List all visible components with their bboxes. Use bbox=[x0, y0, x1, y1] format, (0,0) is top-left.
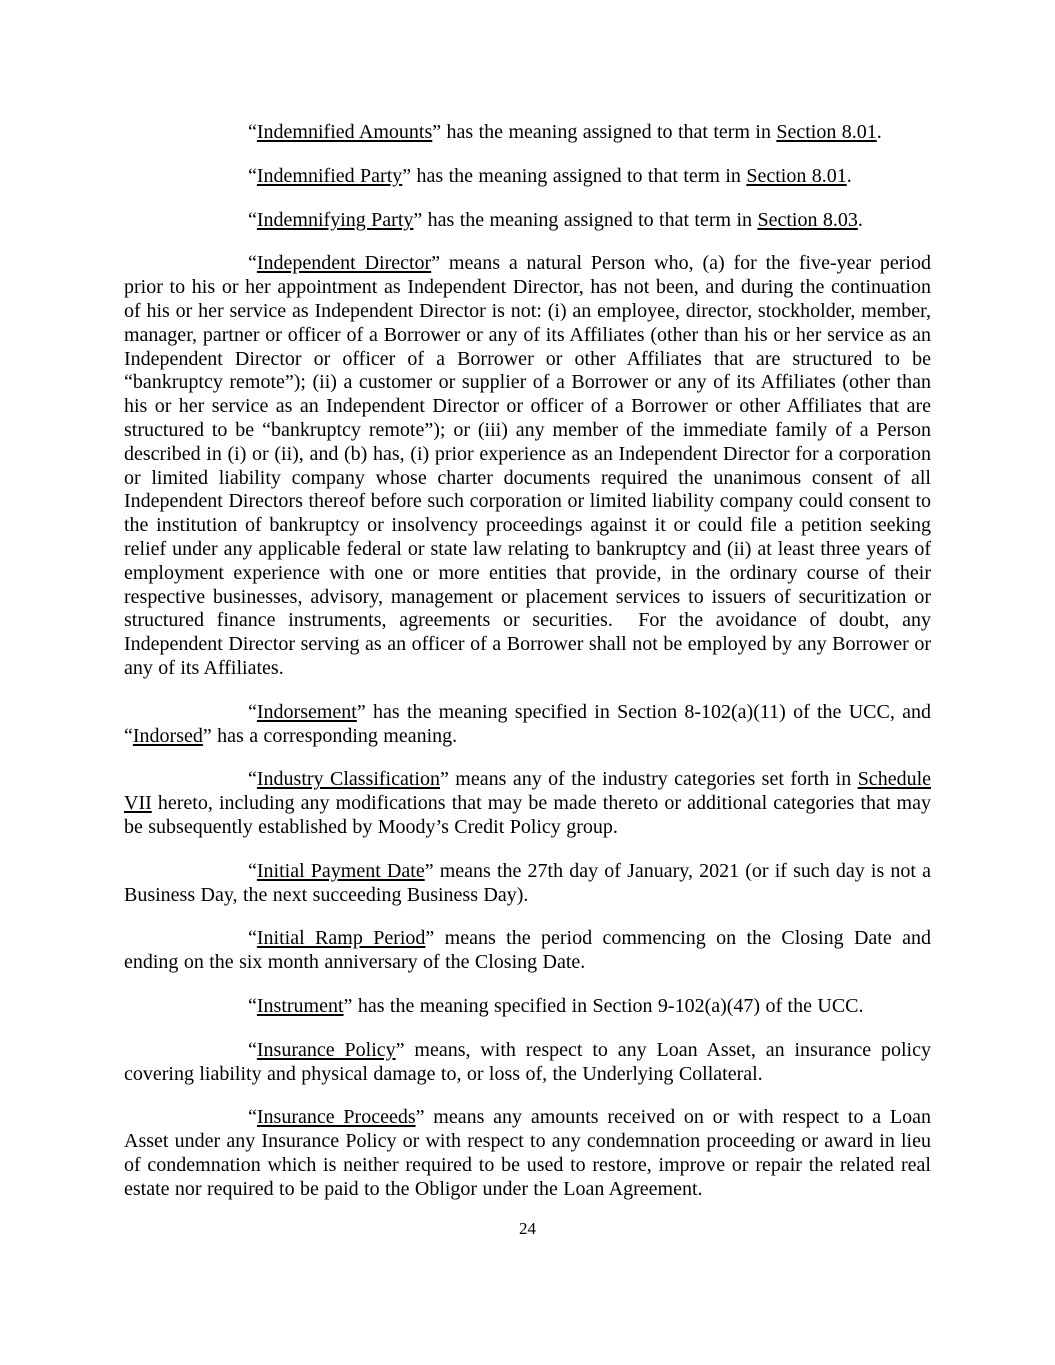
defined-term: Insurance Policy bbox=[256, 1038, 396, 1061]
defined-term: Independent Director bbox=[256, 252, 432, 275]
paragraph-text: ” has the meaning specified in Section 8-102(a)(11) of the UCC, and “ bbox=[124, 700, 931, 747]
paragraph bbox=[124, 768, 931, 839]
defined-term: Indorsed bbox=[132, 724, 203, 747]
paragraph-text: “ bbox=[248, 927, 257, 950]
paragraph bbox=[124, 1039, 931, 1087]
defined-term: Instrument bbox=[256, 994, 344, 1017]
paragraph-text: ” has the meaning assigned to that term in bbox=[413, 208, 758, 231]
defined-term: Insurance Proceeds bbox=[256, 1106, 416, 1129]
paragraph-text: ” means the 27th day of January, 2021 (or if such day is not a Business Day, the next succeeding Business Day). bbox=[124, 859, 931, 906]
document-body bbox=[124, 121, 931, 1201]
defined-term: Indemnified Amounts bbox=[256, 121, 433, 143]
defined-term: Initial Ramp Period bbox=[256, 927, 426, 950]
paragraph-text: ” means a natural Person who, (a) for the five-year period prior to his or her appointment as Independent Director, has not been, and during the continuation of his or her service as Independent Director is not: (i) an employee, director, stockholder, member, manager, partner or officer of a Borrower or any of its Affiliates (other than his or her service as an Independent Director or officer of a Borrower or other Affiliates that are structured to be “bankruptcy remote”); (ii) a customer or supplier of a Borrower or any of its Affiliates (other than his or her service as an Independent Director or officer of a Borrower or other Affiliates that are structured to be “bankruptcy remote”); or (iii) any member of the immediate family of a Person described in (i) or (ii), and (b) has, (i) prior experience as an Independent Director for a corporation or limited liability company whose charter documents required the unanimous consent of all Independent Directors thereof before such corporation or limited liability company could consent to the institution of bankruptcy or insolvency proceedings against it or could file a petition seeking relief under any applicable federal or state law relating to bankruptcy and (ii) at least three years of employment experience with one or more entities that provide, in the ordinary course of their respective businesses, advisory, management or placement services to issuers of securitization or structured finance instruments, agreements or securities. For the avoidance of doubt, any Independent Director serving as an officer of a Borrower shall not be employed by any Borrower or any of its Affiliates. bbox=[124, 252, 931, 679]
paragraph-text: “ bbox=[248, 859, 257, 882]
paragraph-text: “ bbox=[248, 700, 257, 723]
defined-term: Indemnified Party bbox=[256, 164, 403, 187]
paragraph-text: . bbox=[857, 208, 863, 231]
defined-term: Indorsement bbox=[256, 700, 357, 723]
paragraph-text: . bbox=[846, 164, 852, 187]
paragraph bbox=[124, 927, 931, 975]
paragraph-text: ” has the meaning assigned to that term in bbox=[402, 164, 747, 187]
paragraph-text: ” means, with respect to any Loan Asset, an insurance policy covering liability and physical damage to, or loss of, the Underlying Collateral. bbox=[124, 1038, 931, 1085]
paragraph-text: “ bbox=[248, 208, 257, 231]
paragraph bbox=[124, 860, 931, 908]
paragraph bbox=[124, 1106, 931, 1201]
paragraph-text: “ bbox=[248, 164, 257, 187]
paragraph-text: ” means the period commencing on the Closing Date and ending on the six month anniversary of the Closing Date. bbox=[124, 927, 931, 974]
paragraph bbox=[124, 995, 931, 1019]
paragraph-text: ” has the meaning assigned to that term in bbox=[432, 121, 777, 143]
paragraph-text: ” means any of the industry categories set forth in bbox=[439, 768, 858, 791]
paragraph bbox=[124, 252, 931, 680]
paragraph-text: “ bbox=[248, 1038, 257, 1061]
defined-term: Section 8.01 bbox=[776, 121, 877, 143]
paragraph bbox=[124, 701, 931, 749]
paragraph-text: hereto, including any modifications that may be made thereto or additional categories that may be subsequently established by Moody’s Credit Policy group. bbox=[124, 792, 931, 838]
paragraph-text: “ bbox=[248, 252, 257, 275]
defined-term: Industry Classification bbox=[256, 768, 440, 791]
paragraph bbox=[124, 121, 931, 145]
paragraph-text: “ bbox=[248, 994, 257, 1017]
defined-term: Schedule VII bbox=[124, 768, 931, 815]
paragraph bbox=[124, 209, 931, 233]
paragraph-text: “ bbox=[248, 1106, 257, 1129]
paragraph-text: “ bbox=[248, 121, 257, 143]
defined-term: Section 8.03 bbox=[757, 208, 858, 231]
defined-term: Indemnifying Party bbox=[256, 208, 414, 231]
page-number: 24 bbox=[519, 1219, 536, 1238]
defined-term: Section 8.01 bbox=[746, 164, 847, 187]
defined-term: Initial Payment Date bbox=[256, 859, 425, 882]
paragraph-text: ” has the meaning specified in Section 9-102(a)(47) of the UCC. bbox=[343, 994, 864, 1017]
paragraph bbox=[124, 165, 931, 189]
paragraph-text: . bbox=[876, 121, 882, 143]
paragraph-text: “ bbox=[248, 768, 257, 791]
paragraph-text: ” has a corresponding meaning. bbox=[202, 724, 458, 747]
paragraph-text: ” means any amounts received on or with respect to a Loan Asset under any Insurance Policy or with respect to any condemnation proceeding or award in lieu of condemnation which is neither required to be used to restore, improve or repair the related real estate nor required to be paid to the Obligor under the Loan Agreement. bbox=[124, 1106, 931, 1200]
